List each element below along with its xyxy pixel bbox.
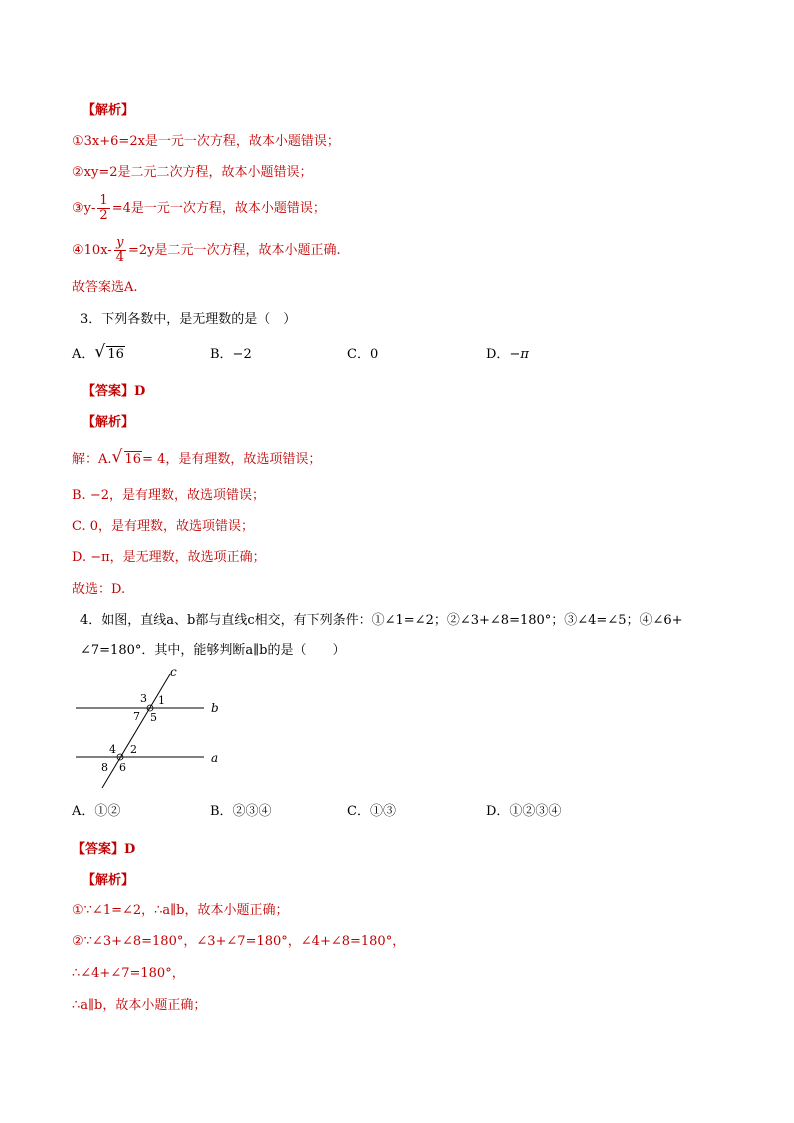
- analysis-line-1: ①3x+6=2x是一元一次方程，故本小题错误；: [72, 134, 340, 149]
- fraction-one-half: [97, 194, 109, 223]
- fraction-y-over-4: [114, 236, 126, 265]
- option-d-label: D．: [486, 347, 510, 362]
- fraction-denominator: 4: [115, 250, 124, 265]
- question-3-solution-5: 故选：D.: [72, 582, 126, 597]
- analysis-line-2: ②xy=2是二元二次方程，故本小题错误；: [72, 165, 313, 180]
- analysis-line-4: [72, 236, 341, 265]
- analysis-line-3-suffix: =4是一元一次方程，故本小题错误；: [111, 201, 326, 216]
- question-4-stem-line-1: 4．如图，直线a、b都与直线c相交，有下列条件：①∠1=∠2；②∠3+∠8=180°；③∠4=∠5；④∠6+: [80, 613, 683, 628]
- fraction-numerator: 1: [99, 193, 108, 208]
- question-3-solution-4: D. −π，是无理数，故选项正确；: [72, 550, 266, 565]
- sqrt-radicand: 16: [107, 347, 124, 362]
- analysis-line-3-prefix: ③y-: [72, 201, 96, 216]
- solution-1-prefix: 解：A.: [72, 452, 112, 467]
- sqrt-symbol: [114, 452, 143, 468]
- angle-label-3: 3: [140, 692, 147, 705]
- angle-label-2: 2: [130, 743, 137, 756]
- question-3-option-d: [486, 347, 529, 363]
- label-b: b: [211, 701, 219, 715]
- fraction-denominator: 2: [99, 208, 108, 223]
- question-4-option-a: A．①②: [72, 804, 121, 819]
- question-3-solution-1: [72, 452, 321, 468]
- option-d-value: −π: [509, 347, 529, 362]
- angle-label-1: 1: [158, 694, 165, 707]
- question-4-option-d: D．①②③④: [486, 804, 562, 819]
- parallel-lines-figure: [70, 664, 240, 792]
- question-4-solution-4: ∴a∥b，故本小题正确；: [72, 998, 207, 1013]
- question-4-option-c: C．①③: [347, 804, 396, 819]
- fraction-numerator: y: [114, 236, 126, 251]
- question-3-option-b: B．−2: [210, 347, 252, 362]
- angle-label-8: 8: [101, 761, 108, 774]
- question-3-option-c: C．0: [347, 347, 379, 362]
- sqrt-radicand: 16: [124, 452, 142, 467]
- question-3-option-a: [72, 347, 125, 363]
- question-4-solution-3: ∴∠4+∠7=180°，: [72, 966, 185, 981]
- question-3-solution-3: C. 0，是有理数，故选项错误；: [72, 519, 255, 534]
- question-3-analysis-heading: 【解析】: [82, 415, 135, 430]
- analysis-line-4-suffix: =2y是二元一次方程，故本小题正确.: [127, 243, 341, 258]
- question-4-solution-2: ②∵∠3+∠8=180°，∠3+∠7=180°，∠4+∠8=180°，: [72, 934, 406, 949]
- question-4-option-b: B．②③④: [210, 804, 272, 819]
- question-3-answer: 【答案】D: [82, 384, 146, 399]
- question-4-answer: 【答案】D: [72, 842, 136, 857]
- label-a: a: [211, 751, 219, 765]
- question-3-stem: 3．下列各数中，是无理数的是（ ）: [80, 312, 297, 327]
- analysis-heading: 【解析】: [82, 103, 135, 118]
- analysis-line-3: [72, 194, 326, 223]
- question-4-stem-line-2: ∠7=180°．其中，能够判断a∥b的是（ ）: [80, 643, 346, 658]
- line-c: [102, 674, 170, 788]
- sqrt-symbol: [96, 347, 125, 363]
- option-a-label: A．: [72, 347, 95, 362]
- label-c: c: [170, 665, 177, 679]
- angle-label-7: 7: [133, 710, 140, 723]
- analysis-conclusion: 故答案选A.: [72, 280, 138, 295]
- angle-label-6: 6: [119, 761, 126, 774]
- solution-1-suffix: = 4，是有理数，故选项错误；: [142, 452, 322, 467]
- question-4-analysis-heading: 【解析】: [82, 873, 135, 888]
- question-3-solution-2: B. −2，是有理数，故选项错误；: [72, 488, 265, 503]
- question-4-solution-1: ①∵∠1=∠2，∴a∥b，故本小题正确；: [72, 903, 289, 918]
- analysis-line-4-prefix: ④10x-: [72, 243, 112, 258]
- angle-label-5: 5: [150, 711, 157, 724]
- angle-label-4: 4: [109, 743, 116, 756]
